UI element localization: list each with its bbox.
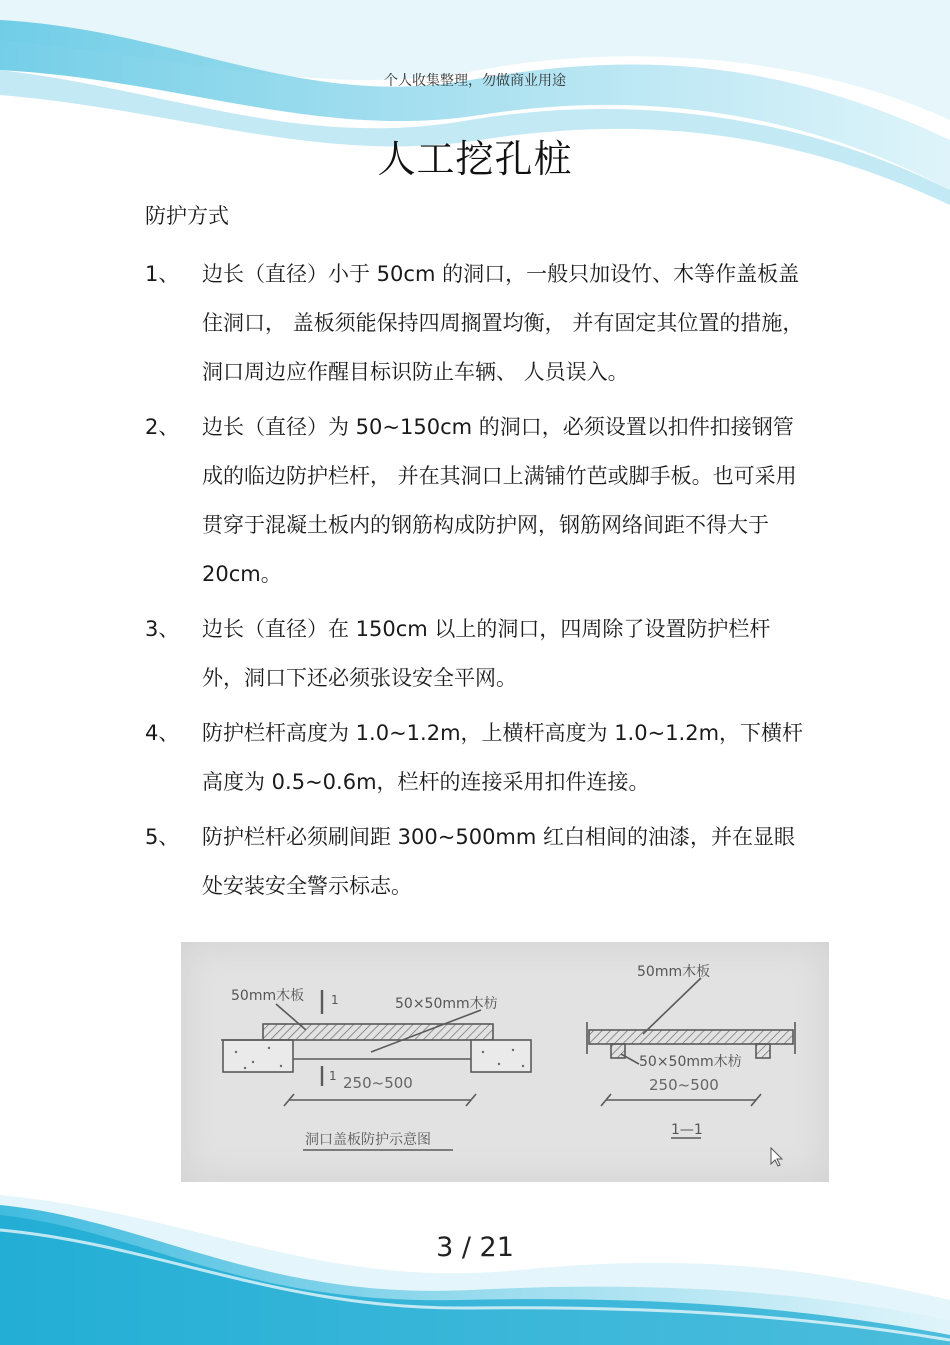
right-cover-board [589,1030,793,1044]
protection-list [145,250,815,917]
list-item [145,403,815,599]
right-board-label: 50mm木板 [637,964,711,980]
right-beam-right [756,1044,770,1058]
list-item-number: 1、 [145,262,180,286]
list-item-text: 边长（直径）在 150cm 以上的洞口，四周除了设置防护栏杆外，洞口下还必须张设安全平网。 [202,617,771,690]
right-span-label: 250~500 [649,1076,719,1094]
list-item-number: 3、 [145,617,180,641]
left-span-label: 250~500 [343,1074,413,1092]
list-item [145,709,815,807]
list-item [145,813,815,911]
page-number: 3 / 21 [436,1232,514,1263]
list-item-number: 4、 [145,721,180,745]
list-item-number: 2、 [145,415,180,439]
watermark-text: 个人收集整理，勿做商业用途 [384,73,566,89]
section-heading: 防护方式 [145,204,229,228]
list-item [145,605,815,703]
left-slab-right [471,1040,531,1072]
cover-board-diagram [181,942,829,1182]
right-beam-leader [621,1054,639,1064]
left-cover-board [263,1024,493,1040]
left-board-label: 50mm木板 [231,988,305,1004]
right-board-leader [643,978,701,1034]
left-section-mark-bottom: 1 [329,1069,337,1083]
list-item-text: 防护栏杆必须刷间距 300~500mm 红白相间的油漆，并在显眼处安装安全警示标志。 [202,825,796,898]
list-item-number: 5、 [145,825,180,849]
list-item-text: 边长（直径）小于 50cm 的洞口，一般只加设竹、木等作盖板盖住洞口， 盖板须能保持四周搁置均衡， 并有固定其位置的措施， 洞口周边应作醒目标识防止车辆、 人员误入。 [202,262,804,384]
left-caption: 洞口盖板防护示意图 [305,1132,431,1148]
right-caption: 1—1 [671,1122,703,1138]
page-title: 人工挖孔桩 [377,137,573,181]
left-slab-left [223,1040,293,1072]
left-beam-label: 50×50mm木枋 [395,996,498,1012]
list-item-text: 边长（直径）为 50~150cm 的洞口，必须设置以扣件扣接钢管成的临边防护栏杆， 并在其洞口上满铺竹芭或脚手板。也可采用贯穿于混凝土板内的钢筋构成防护网，钢筋网络间距不得大于 20cm。 [202,415,797,586]
cover-board-diagram-photo [181,942,829,1182]
cursor-arrow-icon [771,1148,782,1166]
right-beam-label: 50×50mm木枋 [639,1054,742,1070]
list-item [145,250,815,397]
list-item-text: 防护栏杆高度为 1.0~1.2m，上横杆高度为 1.0~1.2m，下横杆高度为 0.5~0.6m，栏杆的连接采用扣件连接。 [202,721,804,794]
left-section-mark-top: 1 [331,993,339,1007]
